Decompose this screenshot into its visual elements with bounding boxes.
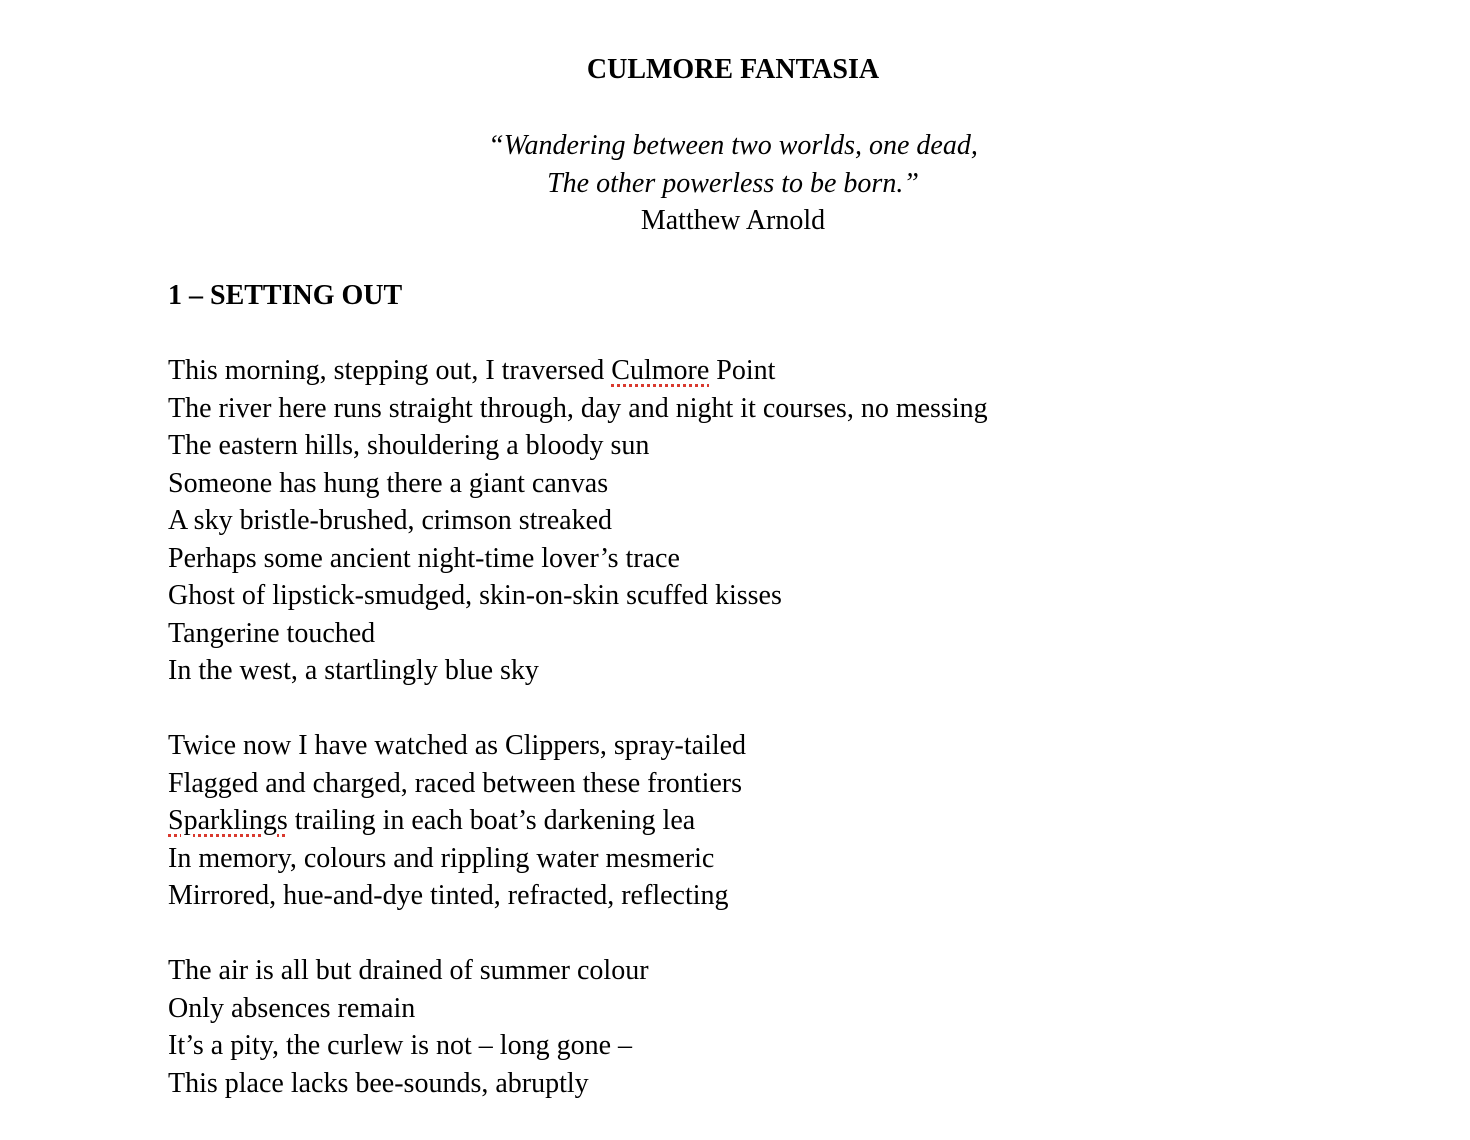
epigraph-author: Matthew Arnold [640,205,826,236]
line-text: Only absences remain [168,992,416,1024]
epigraph-line: The other powerless to be born.” [547,167,919,199]
line-text: Perhaps some ancient night-time lover’s trace [168,542,680,574]
line-text: In memory, colours and rippling water mesmeric [168,842,715,874]
line-text: Tangerine touched [168,617,376,649]
poem-line [168,502,1268,540]
line-text: This morning, stepping out, I traversed [168,355,612,386]
document-title: CULMORE FANTASIA [586,54,880,85]
stanza [168,727,1268,915]
poem-body [168,352,1268,1140]
epigraph-line: “Wandering between two worlds, one dead, [488,130,978,161]
poem-line [168,1065,1268,1103]
line-text: In the west, a startlingly blue sky [168,655,539,686]
line-text: Mirrored, hue-and-dye tinted, refracted, reflecting [168,880,729,911]
line-text: Someone has hung there a giant canvas [168,467,609,499]
poem-line [168,390,1268,428]
poem-line [168,577,1268,615]
line-text: Twice now I have watched as Clippers, spray-tailed [168,730,747,761]
poem-line [168,427,1268,465]
line-text: Flagged and charged, raced between these frontiers [168,767,743,799]
line-text: The river here runs straight through, day and night it courses, no messing [168,392,988,424]
spellcheck-flagged-word[interactable]: Sparklings [168,805,288,836]
stanza [168,952,1268,1102]
poem-line [168,840,1268,878]
poem-line [168,352,1268,390]
poem-line [168,727,1268,765]
line-text: The eastern hills, shouldering a bloody sun [168,430,650,461]
poem-line [168,615,1268,653]
poem-line [168,877,1268,915]
poem-line [168,990,1268,1028]
poem-line [168,802,1268,840]
line-text: A sky bristle-brushed, crimson streaked [168,505,613,536]
poem-line [168,952,1268,990]
stanza [168,352,1268,690]
line-text: It’s a pity, the curlew is not – long gone – [168,1030,632,1061]
spellcheck-flagged-word[interactable]: Culmore [611,355,710,386]
epigraph [0,127,1466,240]
line-text: Point [709,355,776,386]
poem-line [168,652,1268,690]
line-text: trailing in each boat’s darkening lea [287,805,696,836]
poem-line [168,540,1268,578]
poem-line [168,1027,1268,1065]
section-heading: 1 – SETTING OUT [168,280,403,311]
line-text: The air is all but drained of summer colour [168,955,649,986]
poem-line [168,765,1268,803]
line-text: This place lacks bee-sounds, abruptly [168,1067,589,1099]
line-text: Ghost of lipstick-smudged, skin-on-skin scuffed kisses [168,580,782,611]
poem-line [168,465,1268,503]
